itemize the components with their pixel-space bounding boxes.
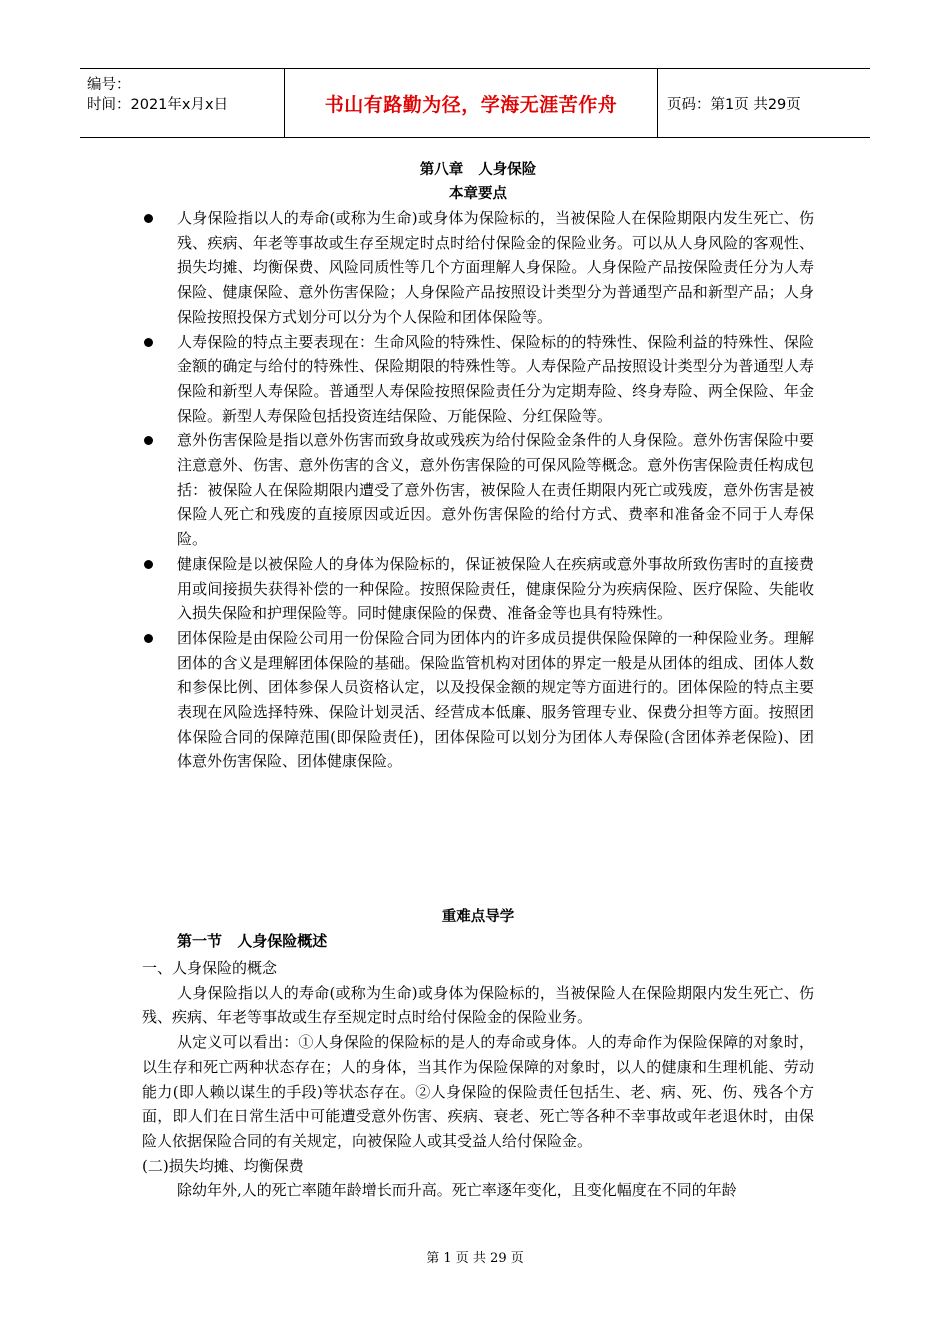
header-page-info: 页码：第1页 共29页 <box>667 96 801 113</box>
list-item-text: 意外伤害保险是指以意外伤害而致身故或残疾为给付保险金条件的人身保险。意外伤害保险中要注意意外、伤害、意外伤害的含义，意外伤害保险的可保风险等概念。意外伤害保险责任构成包括：被保险人在保险期限内遭受了意外伤害，被保险人在责任期限内死亡或残废，意外伤害是被保险人死亡和残废的直接原因或近因。意外伤害保险的给付方式、费率和准备金不同于人寿保险。 <box>177 431 814 549</box>
list-item-text: 人寿保险的特点主要表现在：生命风险的特殊性、保险标的的特殊性、保险利益的特殊性、保险金额的确定与给付的特殊性、保险期限的特殊性等。人寿保险产品按照设计类型分为普通型人寿保险和新型人寿保险。普通型人寿保险按照保险责任分为定期寿险、终身寿险、两全保险、年金保险。新型人寿保险包括投资连结保险、万能保险、分红保险等。 <box>177 332 814 425</box>
list-item-text: 人身保险指以人的寿命(或称为生命)或身体为保险标的，当被保险人在保险期限内发生死亡、伤残、疾病、年老等事故或生存至规定时点时给付保险金的保险业务。可以从人身风险的客观性、损失均摊、均衡保费、风险同质性等几个方面理解人身保险。人身保险产品按保险责任分为人寿保险、健康保险、意外伤害保险；人身保险产品按照设计类型分为普通型产品和新型产品；人身保险按照投保方式划分可以分为个人保险和团体保险等。 <box>177 209 814 326</box>
bullet-icon <box>144 214 153 223</box>
guide-body <box>142 956 814 1203</box>
chapter-title: 第八章 人身保险 <box>419 162 537 178</box>
list-item <box>142 330 814 429</box>
header-motto: 书山有路勤为径，学海无涯苦作舟 <box>324 93 618 116</box>
paragraph-explanation: 从定义可以看出：①人身保险的保险标的是人的寿命或身体。人的寿命作为保险保障的对象时，以生存和死亡两种状态存在；人的身体，当其作为保险保障的对象时，以人的健康和生理机能、劳动能力(即人赖以谋生的手段)等状态存在。②人身保险的保险责任包括生、老、病、死、伤、残各个方面，即人们在日常生活中可能遭受意外伤害、疾病、衰老、死亡等各种不幸事故或年老退休时，由保险人依据保险合同的有关规定，向被保险人或其受益人给付保险金。 <box>142 1033 814 1150</box>
list-item-text: 健康保险是以被保险人的身体为保险标的，保证被保险人在疾病或意外事故所致伤害时的直接费用或间接损失获得补偿的一种保险。按照保险责任，健康保险分为疾病保险、医疗保险、失能收入损失保险和护理保险等。同时健康保险的保费、准备金等也具有特殊性。 <box>177 554 814 623</box>
document-date: 时间：2021年x月x日 <box>87 97 229 113</box>
bullet-icon <box>144 634 153 643</box>
chapter-subtitle: 本章要点 <box>449 186 507 202</box>
guide-section <box>142 905 814 953</box>
document-number-label: 编号： <box>87 77 131 93</box>
page-content <box>142 158 814 774</box>
header-meta <box>80 69 284 137</box>
page-footer: 第 1 页 共 29 页 <box>426 1251 524 1266</box>
paragraph-mortality: 除幼年外,人的死亡率随年龄增长而升高。死亡率逐年变化，且变化幅度在不同的年龄 <box>177 1181 737 1200</box>
page-header <box>80 68 870 138</box>
guide-title: 重难点导学 <box>441 909 515 925</box>
list-item <box>142 626 814 774</box>
section-title: 第一节 人身保险概述 <box>177 932 328 950</box>
subheading-concept: 一、人身保险的概念 <box>142 959 278 977</box>
bullet-icon <box>144 436 153 445</box>
paragraph-definition: 人身保险指以人的寿命(或称为生命)或身体为保险标的，当被保险人在保险期限内发生死亡、伤残、疾病、年老等事故或生存至规定时点时给付保险金的保险业务。 <box>142 983 814 1027</box>
list-item <box>142 206 814 330</box>
list-item-text: 团体保险是由保险公司用一份保险合同为团体内的许多成员提供保险保障的一种保险业务。理解团体的含义是理解团体保险的基础。保险监管机构对团体的界定一般是从团体的组成、团体人数和参保比例、团体参保人员资格认定，以及投保金额的规定等方面进行的。团体保险的特点主要表现在风险选择特殊、保险计划灵活、经营成本低廉、服务管理专业、保费分担等方面。按照团体保险合同的保障范围(即保险责任)，团体保险可以划分为团体人寿保险(含团体养老保险)、团体意外伤害保险、团体健康保险。 <box>177 628 814 771</box>
list-item <box>142 428 814 552</box>
bullet-icon <box>144 338 153 347</box>
bullet-icon <box>144 560 153 569</box>
header-motto-cell <box>284 69 658 137</box>
key-points-list <box>142 206 814 774</box>
subheading-loss-sharing: (二)损失均摊、均衡保费 <box>142 1156 304 1175</box>
list-item <box>142 552 814 626</box>
